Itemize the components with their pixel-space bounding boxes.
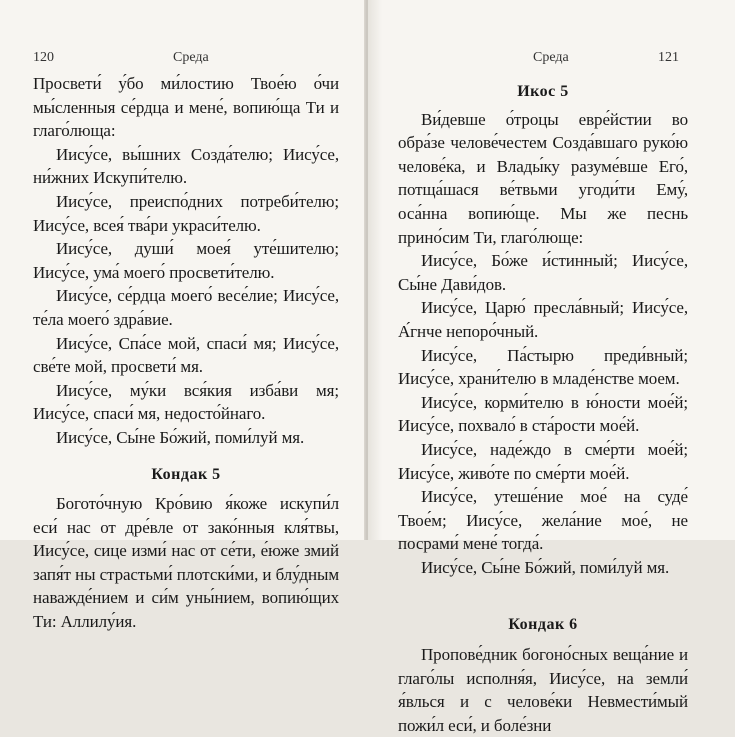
kondak-5-text: Богото́чную Кро́вию я́коже искупи́л еси́ нас от дре́вле от зако́нныя кля́твы, Иису́се, сице изми́ нас от се́ти, е́юже змий запя́т ны страстьми́ плотски́ми, и блу́дным наважде́нием и си́м уны́нием, вопию́щих Ти: Аллилу́ия. [33,494,339,632]
paragraph: Иису́се, Па́стырю преди́вный; Иису́се, храни́телю в младе́нстве моем. [398,345,688,389]
paragraph: Иису́се, Царю́ пресла́вный; Иису́се, А́гнче непоро́чный. [398,298,688,341]
kondak-6-heading: Кондак 6 [508,616,578,634]
paragraph: Иису́се, Спа́се мой, спаси́ мя; Иису́се, све́те мой, просвети́ мя. [33,333,339,377]
paragraph: Иису́се, Сы́не Бо́жий, поми́луй мя. [56,427,305,447]
ikos-5-heading: Икос 5 [517,83,569,100]
paragraph: Иису́се, Сы́не Бо́жий, поми́луй мя. [421,557,670,577]
paragraph: Иису́се, души́ моея́ уте́шителю; Иису́се, ума́ моего́ просвети́телю. [33,239,339,282]
running-head-right: Среда [533,50,569,65]
left-page-text [33,72,339,634]
kondak-5-heading: Кондак 5 [151,465,221,483]
paragraph: Иису́се, утеше́ние мое́ на суде́ Твое́м; Иису́се, жела́ние мое́, не посрами́ мене́ тогда́. [398,487,688,554]
kondak-6-text: Пропове́дник богоно́сных веща́ние и глаго́лы исполня́я, Иису́се, на земли́ я́влься и с челове́ки Невмести́мый пожи́л еси́, и боле́зни [398,645,688,735]
running-head-left: Среда [173,50,209,65]
paragraph: Иису́се, вы́шних Созда́телю; Иису́се, ни́жних Искупи́телю. [33,144,339,188]
left-page [0,0,366,632]
paragraph: Иису́се, Бо́же и́стинный; Иису́се, Сы́не Дави́дов. [398,251,688,294]
paragraph: Иису́се, се́рдца моего́ весе́лие; Иису́се, те́ла моего́ здра́вие. [33,286,339,329]
paragraph: Иису́се, преиспо́дних потреби́телю; Иису́се, всея́ тва́ри украси́телю. [33,191,339,235]
paragraph: Иису́се, корми́телю в ю́ности мое́й; Иису́се, похвало́ в ста́рости мое́й. [398,392,688,436]
paragraph: Иису́се, наде́ждо в сме́рти мое́й; Иису́се, живо́те по сме́рти мое́й. [398,439,688,483]
paragraph: Иису́се, му́ки вся́кия изба́ви мя; Иису́се, спаси́ мя, недосто́йнаго. [33,380,339,424]
page-number-right: 121 [658,50,679,65]
paragraph: Просвети́ у́бо ми́лостию Твое́ю о́чи мы́сленныя се́рдца и мене́, вопию́ща Ти и глаго́люща: [33,74,339,141]
page-number-left: 120 [33,50,54,65]
paragraph: Ви́девше о́троцы евре́йстии во обра́зе челове́честем Созда́вшаго руко́ю челове́ка, и Влады́ку разуме́вше Его́, потща́шася ве́твьми угоди́ти Ему́, оса́нна вопию́ще. Мы же песнь прино́сим Ти, глаго́люще: [398,109,688,247]
right-page [368,0,735,735]
right-page-text [398,80,688,737]
